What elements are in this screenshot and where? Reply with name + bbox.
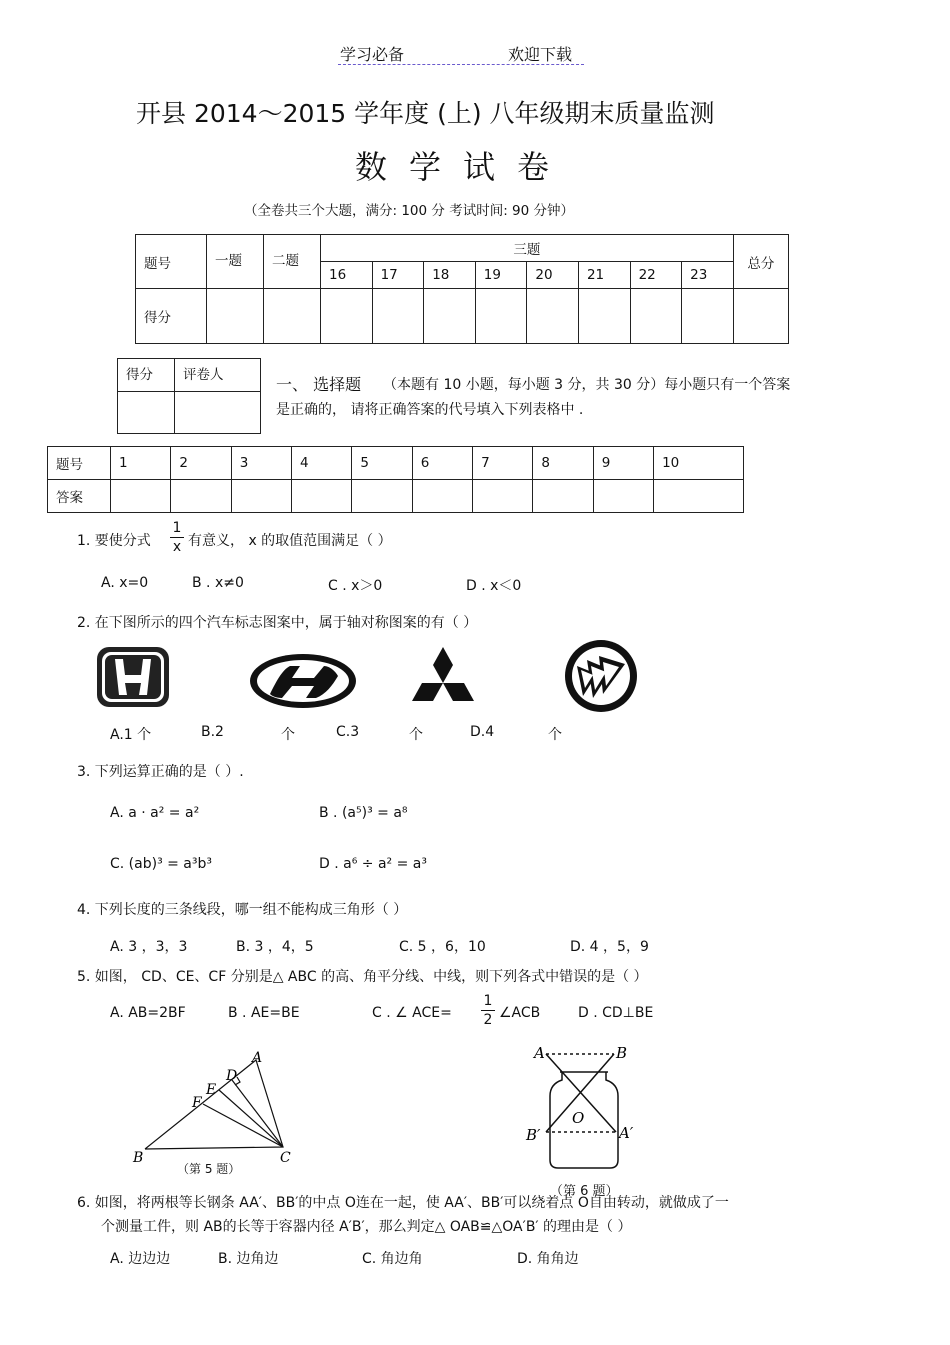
q1-frac-den: x (172, 539, 182, 555)
fig6-label-b-prime: B′ (526, 1126, 541, 1144)
q1-option-b: B . x≠0 (192, 575, 244, 591)
score-table-total: 总分 (733, 235, 788, 289)
answer-cell (171, 480, 231, 513)
q6-stem-line1: 6. 如图，将两根等长钢条 AA′、BB′的中点 O连在一起，使 AA′、BB′可以绕着点 O自由转动，就做成了一 (77, 1195, 729, 1211)
fig6-label-o: O (572, 1109, 585, 1127)
q3-option-c: C. (ab)³ = a³b³ (110, 856, 212, 872)
answer-number: 9 (593, 447, 653, 480)
score-subcol: 17 (372, 262, 424, 289)
q4-option-a: A. 3 ，3，3 (110, 939, 188, 955)
q3-option-b: B . (a⁵)³ = a⁸ (319, 805, 408, 821)
q2-option-a: A.1 个 (110, 727, 152, 743)
q2-option-c-unit: 个 (409, 727, 423, 743)
answer-number: 6 (412, 447, 472, 480)
answer-cell (654, 480, 744, 513)
q3-option-d: D . a⁶ ÷ a² = a³ (319, 856, 427, 872)
q1-stem-b: 有意义， x 的取值范围满足（ ） (188, 533, 392, 549)
q1-fraction (170, 520, 184, 555)
exam-info: （全卷共三个大题，满分: 100 分 考试时间: 90 分钟） (244, 203, 574, 219)
q1-option-a: A. x=0 (101, 575, 149, 591)
q2-option-d-unit: 个 (548, 727, 562, 743)
q5-option-c-tail: ∠ACB (499, 1005, 541, 1021)
grader-name-label: 评卷人 (175, 359, 261, 392)
q5-frac-den: 2 (483, 1012, 493, 1028)
answer-number: 10 (654, 447, 744, 480)
q6-option-a: A. 边边边 (110, 1251, 171, 1267)
honda-logo-icon (95, 645, 171, 709)
answer-number: 1 (111, 447, 171, 480)
hyundai-logo-icon (248, 652, 358, 710)
fig5-label-d: D (226, 1068, 238, 1084)
exam-title: 开县 2014～2015 学年度 (上) 八年级期末质量监测 (136, 99, 715, 128)
fig6-label-a: A (534, 1044, 545, 1062)
answer-cell (231, 480, 291, 513)
q1-frac-num: 1 (172, 520, 182, 536)
q3-stem: 3. 下列运算正确的是（ ）. (77, 764, 244, 780)
score-subcol: 23 (682, 262, 734, 289)
exam-subtitle: 数学试卷 (355, 148, 572, 186)
fig5-label-f: F (192, 1095, 202, 1111)
header-dashed-line (338, 64, 584, 65)
answer-number: 8 (533, 447, 593, 480)
section1-desc-line1: （本题有 10 小题，每小题 3 分，共 30 分）每小题只有一个答案 (383, 377, 791, 393)
figure-5-triangle (128, 1050, 308, 1165)
section1-heading: 一、 选择题 (276, 375, 362, 394)
answer-cell (111, 480, 171, 513)
score-subcol: 18 (424, 262, 476, 289)
answer-number: 2 (171, 447, 231, 480)
q6-stem-line2: 个测量工件，则 AB的长等于容器内径 A′B′，那么判定△ OAB≌△OA′B′ 的理由是（ ） (101, 1219, 632, 1235)
answer-table (47, 446, 744, 513)
grader-score-label: 得分 (118, 359, 175, 392)
q4-stem: 4. 下列长度的三条线段，哪一组不能构成三角形（ ） (77, 902, 408, 918)
score-table-col3: 三题 (321, 235, 734, 262)
score-subcol: 19 (475, 262, 527, 289)
q6-option-c: C. 角边角 (362, 1251, 423, 1267)
answer-cell (412, 480, 472, 513)
q5-frac-num: 1 (483, 993, 493, 1009)
q4-option-b: B. 3 ，4，5 (236, 939, 314, 955)
q5-stem: 5. 如图， CD、CE、CF 分别是△ ABC 的高、角平分线、中线，则下列各式中错误的是（ ） (77, 969, 648, 985)
score-subcol: 20 (527, 262, 579, 289)
q2-option-c: C.3 (336, 724, 360, 740)
q1-option-d: D . x＜0 (466, 578, 522, 594)
fig5-label-b: B (133, 1150, 144, 1165)
q5-option-c-fraction (481, 993, 495, 1028)
section1-desc-line2: 是正确的， 请将正确答案的代号填入下列表格中 . (276, 402, 584, 418)
q5-option-c: C . ∠ ACE= (372, 1005, 452, 1021)
figure-6-measuring-tool (524, 1040, 644, 1175)
score-table-col1: 一题 (207, 235, 264, 289)
q2-stem: 2. 在下图所示的四个汽车标志图案中，属于轴对称图案的有（ ） (77, 615, 478, 631)
score-subcol: 16 (321, 262, 373, 289)
score-subcol: 22 (630, 262, 682, 289)
header-left: 学习必备 (340, 45, 405, 64)
score-table-row-label: 题号 (136, 235, 207, 289)
fig6-label-a-prime: A′ (619, 1124, 634, 1142)
answer-cell (292, 480, 352, 513)
q4-option-c: C. 5 ，6，10 (399, 939, 486, 955)
figure-6-caption: （第 6 题） (550, 1180, 619, 1199)
answer-cell (593, 480, 653, 513)
answer-number: 7 (473, 447, 533, 480)
header-right: 欢迎下载 (508, 45, 573, 64)
fig5-label-e: E (206, 1082, 217, 1098)
score-table-score-label: 得分 (136, 289, 207, 344)
fig6-label-b: B (616, 1044, 628, 1062)
q2-option-d: D.4 (470, 724, 495, 740)
answer-cell (473, 480, 533, 513)
answer-number: 4 (292, 447, 352, 480)
buick-logo-icon (563, 638, 639, 714)
q5-option-b: B . AE=BE (228, 1005, 300, 1021)
grader-box (117, 358, 261, 434)
fig5-label-a: A (252, 1050, 263, 1066)
q6-option-b: B. 边角边 (218, 1251, 279, 1267)
answer-number: 3 (231, 447, 291, 480)
q1-option-c: C . x＞0 (328, 578, 383, 594)
fig5-label-c: C (280, 1150, 291, 1165)
figure-5-caption: （第 5 题） (177, 1162, 241, 1176)
answer-table-answer-label: 答案 (48, 480, 111, 513)
q3-option-a: A. a · a² = a² (110, 805, 200, 821)
score-subcol: 21 (578, 262, 630, 289)
answer-cell (533, 480, 593, 513)
q2-option-b: B.2 (201, 724, 224, 740)
q1-stem-a: 1. 要使分式 (77, 533, 151, 549)
q2-option-b-unit: 个 (281, 727, 295, 743)
mitsubishi-logo-icon (404, 645, 482, 713)
q5-option-d: D . CD⊥BE (578, 1005, 654, 1021)
score-table-col2: 二题 (264, 235, 321, 289)
score-table (135, 234, 789, 344)
q5-option-a: A. AB=2BF (110, 1005, 186, 1021)
answer-table-row-label: 题号 (48, 447, 111, 480)
answer-cell (352, 480, 412, 513)
q6-option-d: D. 角角边 (517, 1251, 579, 1267)
answer-number: 5 (352, 447, 412, 480)
q4-option-d: D. 4 ，5，9 (570, 939, 649, 955)
